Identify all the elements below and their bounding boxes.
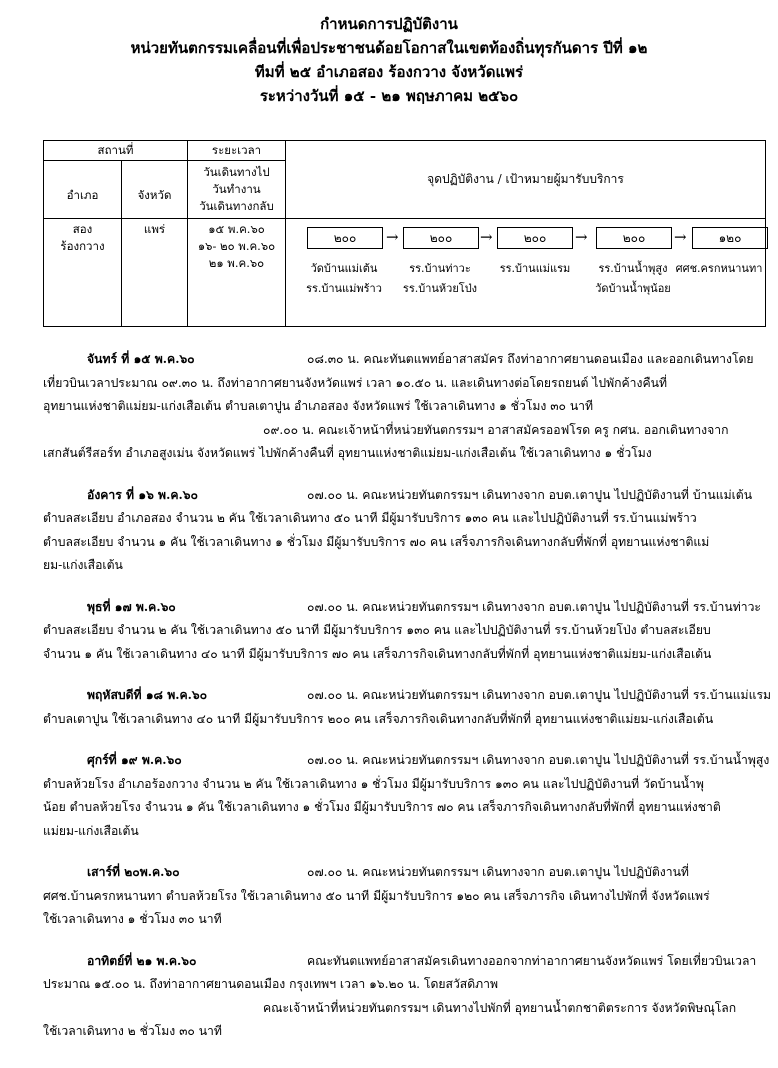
day-text: ๐๗.๐๐ น. คณะหน่วยทันตกรรมฯ เดินทางจาก อบต.เตาปูน ไปปฏิบัติงานที่ รร.บ้านน้ำพุสูง	[307, 753, 770, 767]
day-text: ตำบลเตาปูน ใช้เวลาเดินทาง ๔๐ นาที มีผู้มารับบริการ ๒๐๐ คน เสร็จภารกิจเดินทางกลับที่พักที่ อุทยานแห่งชาติแม่ยม-แก่งเสือเต้น	[43, 711, 714, 726]
target-box-4: ๒๐๐	[596, 227, 672, 249]
day-text: ตำบลสะเอียบ จำนวน ๒ คัน ใช้เวลาเดินทาง ๕๐ นาที มีผู้มารับบริการ ๑๓๐ คน และไปปฏิบัติงานที่ รร.บ้านห้วยโป่ง ตำบลสะเอียบ	[43, 623, 711, 637]
arrow-right-icon: →	[480, 228, 493, 246]
day-text: ๐๘.๓๐ น. คณะทันตแพทย์อาสาสมัคร ถึงท่าอากาศยานดอนเมือง และออกเดินทางโดย	[307, 352, 754, 366]
cell-amphoe	[44, 219, 122, 327]
target-label-4-line1: รร.บ้านน้ำพุสูง	[598, 262, 668, 275]
target-label-5	[670, 259, 768, 279]
day-text: ตำบลสะเอียบ อำเภอสอง จำนวน ๒ คัน ใช้เวลาเดินทาง ๕๐ นาที มีผู้มารับบริการ ๑๓๐ คน และไปปฏิบัติงานที่ รร.บ้านแม่พร้าว	[43, 511, 697, 525]
day-text: ใช้เวลาเดินทาง ๑ ชั่วโมง ๓๐ นาที	[43, 912, 222, 926]
cell-flow	[286, 219, 766, 327]
title-line-2: หน่วยทันตกรรมเคลื่อนที่เพื่อประชาชนด้อยโอกาสในเขตท้องถิ่นทุรกันดาร ปีที่ ๑๒	[130, 39, 648, 57]
day-text: จำนวน ๑ คัน ใช้เวลาเดินทาง ๔๐ นาที มีผู้มารับบริการ ๗๐ คน เสร็จภารกิจเดินทางกลับที่พักที่ อุทยานแห่งชาติแม่ยม-แก่งเสือเต้น	[43, 646, 712, 661]
day-label: จันทร์ ที่ ๑๕ พ.ค.๖๐	[87, 352, 195, 366]
target-box-5: ๑๒๐	[692, 227, 768, 249]
target-label-3-line1: รร.บ้านแม่แรม	[499, 262, 571, 275]
day-thursday	[43, 684, 772, 731]
day-monday	[43, 348, 769, 466]
date-out: ๑๕ พ.ค.๖๐	[208, 222, 265, 236]
day-text: เสกสันต์รีสอร์ท อำเภอสูงเม่น จังหวัดแพร่ ไปพักค้างคืนที่ อุทยานแห่งชาติแม่ยม-แก่งเสือเต้น ใช้เวลาเดินทาง ๑ ชั่วโมง	[43, 446, 652, 460]
head-amphoe: อำเภอ	[44, 161, 122, 219]
target-label-2-line2: รร.บ้านห้วยโป่ง	[402, 282, 478, 295]
target-label-4	[583, 259, 683, 299]
head-place: สถานที่	[44, 141, 188, 161]
province: แพร่	[143, 222, 166, 236]
day-wednesday	[43, 596, 769, 667]
day-label: เสาร์ที่ ๒๐พ.ค.๖๐	[87, 865, 180, 879]
cell-province	[122, 219, 188, 327]
document-title-block	[0, 12, 778, 108]
arrow-right-icon: →	[386, 228, 399, 246]
day-text: ยม-แก่งเสือเต้น	[43, 558, 123, 572]
day-text: ๐๗.๐๐ น. คณะหน่วยทันตกรรมฯ เดินทางจาก อบต.เตาปูน ไปปฏิบัติงานที่ รร.บ้านแม่แรม	[307, 688, 772, 702]
day-text: ๐๗.๐๐ น. คณะหน่วยทันตกรรมฯ เดินทางจาก อบต.เตาปูน ไปปฏิบัติงานที่ บ้านแม่เต้น	[307, 487, 753, 502]
head-travel-back: วันเดินทางกลับ	[199, 199, 274, 213]
head-period: ระยะเวลา	[188, 141, 286, 161]
head-period-detail	[188, 161, 286, 219]
head-work: วันทำงาน	[212, 182, 261, 196]
target-label-3	[485, 259, 585, 279]
day-label: อังคาร ที่ ๑๖ พ.ค.๖๐	[87, 487, 198, 502]
day-text: อุทยานแห่งชาติแม่ยม-แก่งเสือเต้น ตำบลเตาปูน อำเภอสอง จังหวัดแพร่ ใช้เวลาเดินทาง ๑ ชั่วโมง ๓๐ นาที	[43, 399, 594, 413]
title-line-3: ทีมที่ ๒๕ อำเภอสอง ร้องกวาง จังหวัดแพร่	[254, 63, 524, 81]
cell-dates	[188, 219, 286, 327]
title-line-1: กำหนดการปฏิบัติงาน	[320, 15, 458, 33]
day-text: น้อย ตำบลห้วยโรง จำนวน ๑ คัน ใช้เวลาเดินทาง ๑ ชั่วโมง มีผู้มารับบริการ ๗๐ คน เสร็จภารกิจเดินทางกลับที่พักที่ อุทยานแห่งชาติ	[43, 800, 721, 814]
date-work: ๑๖- ๒๐ พ.ค.๖๐	[197, 239, 276, 253]
target-label-1-line2: รร.บ้านแม่พร้าว	[306, 282, 382, 295]
target-label-1	[294, 259, 394, 299]
day-label: พฤหัสบดีที่ ๑๘ พ.ค.๖๐	[87, 688, 208, 702]
day-text: คณะทันตแพทย์อาสาสมัครเดินทางออกจากท่าอากาศยานจังหวัดแพร่ โดยเที่ยวบินเวลา	[307, 953, 757, 968]
arrow-right-icon: →	[674, 228, 687, 246]
day-text: ตำบลสะเอียบ จำนวน ๑ คัน ใช้เวลาเดินทาง ๑ ชั่วโมง มีผู้มารับบริการ ๗๐ คน เสร็จภารกิจเดินทางกลับที่พักที่ อุทยานแห่งชาติแม่	[43, 534, 710, 549]
day-text: ๐๗.๐๐ น. คณะหน่วยทันตกรรมฯ เดินทางจาก อบต.เตาปูน ไปปฏิบัติงานที่	[307, 865, 689, 879]
day-tuesday	[43, 484, 769, 578]
target-box-1: ๒๐๐	[307, 227, 383, 249]
title-line-4: ระหว่างวันที่ ๑๕ - ๒๑ พฤษภาคม ๒๕๖๐	[259, 87, 519, 105]
day-saturday	[43, 861, 769, 932]
day-text: ประมาณ ๑๕.๐๐ น. ถึงท่าอากาศยานดอนเมือง กรุงเทพฯ เวลา ๑๖.๒๐ น. โดยสวัสดิภาพ	[43, 977, 499, 991]
day-friday	[43, 749, 769, 843]
schedule-body	[43, 348, 772, 1044]
day-text: คณะเจ้าหน้าที่หน่วยทันตกรรมฯ เดินทางไปพักที่ อุทยานน้ำตกชาติตระการ จังหวัดพิษณุโลก	[263, 1000, 737, 1015]
day-text: ๐๗.๐๐ น. คณะหน่วยทันตกรรมฯ เดินทางจาก อบต.เตาปูน ไปปฏิบัติงานที่ รร.บ้านท่าวะ	[307, 599, 761, 614]
target-box-2: ๒๐๐	[403, 227, 479, 249]
day-text: ตำบลห้วยโรง อำเภอร้องกวาง จำนวน ๒ คัน ใช้เวลาเดินทาง ๑ ชั่วโมง มีผู้มารับบริการ ๑๓๐ คน และไปปฏิบัติงานที่ วัดบ้านน้ำพุ	[43, 776, 704, 791]
day-label: พุธที่ ๑๗ พ.ค.๖๐	[87, 599, 176, 614]
head-travel-out: วันเดินทางไป	[203, 165, 270, 179]
day-text: ใช้เวลาเดินทาง ๒ ชั่วโมง ๓๐ นาที	[43, 1024, 222, 1038]
arrow-right-icon: →	[575, 228, 588, 246]
day-text: ศศช.บ้านครกหนานทา ตำบลห้วยโรง ใช้เวลาเดินทาง ๕๐ นาที มีผู้มารับบริการ ๑๒๐ คน เสร็จภารกิจ เดินทางไปพักที่ จังหวัดแพร่	[43, 888, 710, 903]
amphoe-2: ร้องกวาง	[60, 239, 105, 253]
day-text: เที่ยวบินเวลาประมาณ ๐๙.๓๐ น. ถึงท่าอากาศยานจังหวัดแพร่ เวลา ๑๐.๕๐ น. และเดินทางต่อโดยรถยนต์ ไปพักค้างคืนที่	[43, 375, 667, 390]
amphoe-1: สอง	[72, 222, 93, 236]
target-flow	[286, 219, 765, 326]
target-label-5-line1: ศศช.ครกหนานทา	[675, 262, 763, 275]
target-label-4-line2: วัดบ้านน้ำพุน้อย	[595, 282, 671, 295]
day-text: ๐๙.๐๐ น. คณะเจ้าหน้าที่หน่วยทันตกรรมฯ อาสาสมัครออฟโรด ครู กศน. ออกเดินทางจาก	[263, 422, 729, 437]
target-box-3: ๒๐๐	[497, 227, 573, 249]
head-target: จุดปฏิบัติงาน / เป้าหมายผู้มารับบริการ	[286, 141, 766, 219]
day-sunday	[43, 950, 769, 1044]
target-label-1-line1: วัดบ้านแม่เต้น	[310, 262, 378, 275]
day-label: อาทิตย์ที่ ๒๑ พ.ค.๖๐	[87, 953, 197, 968]
date-back: ๒๑ พ.ค.๖๐	[208, 256, 265, 270]
target-label-2-line1: รร.บ้านท่าวะ	[409, 262, 471, 275]
schedule-table	[43, 140, 766, 327]
day-label: ศุกร์ที่ ๑๙ พ.ค.๖๐	[87, 753, 182, 767]
day-text: แม่ยม-แก่งเสือเต้น	[43, 823, 139, 838]
head-province: จังหวัด	[122, 161, 188, 219]
target-label-2	[390, 259, 490, 299]
